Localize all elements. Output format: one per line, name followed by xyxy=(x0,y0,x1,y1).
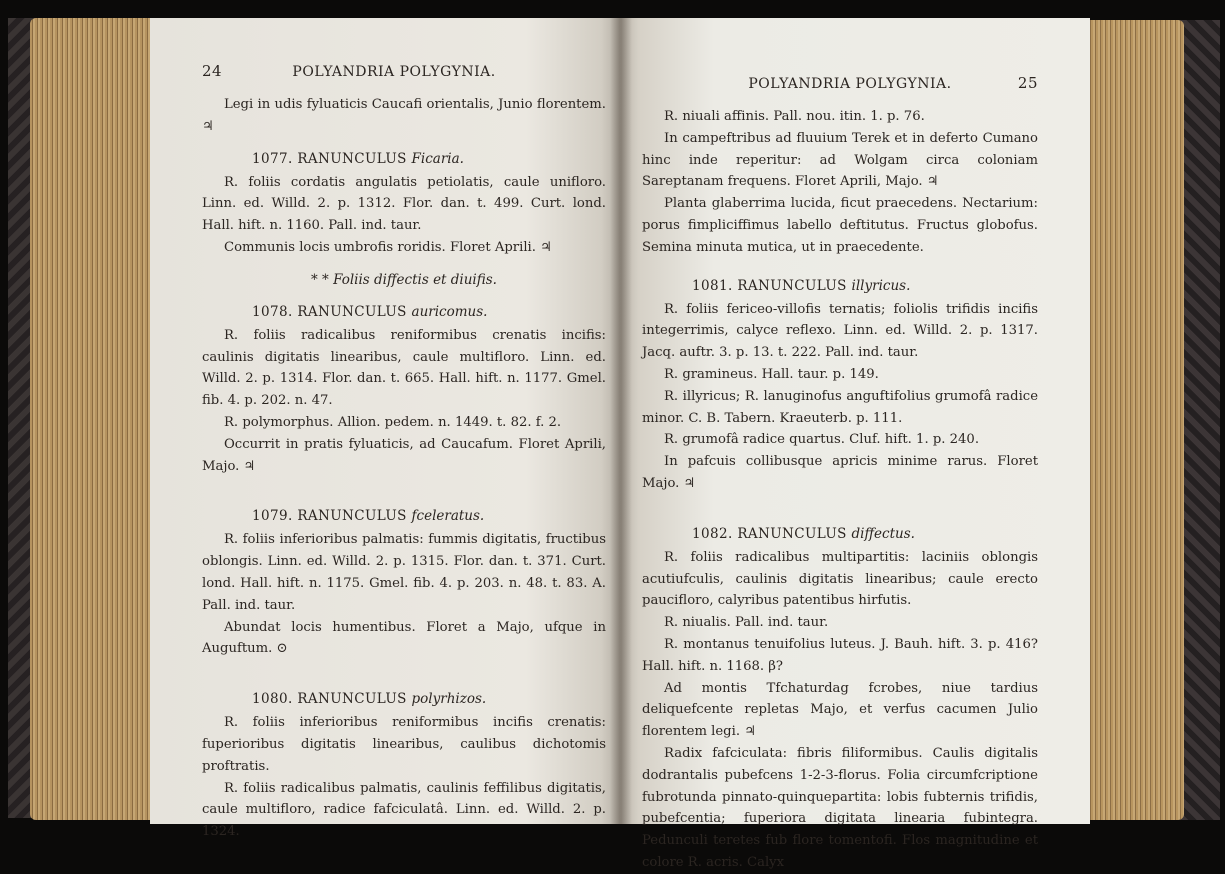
species-name: illyricus. xyxy=(851,277,911,294)
species-name: fceleratus. xyxy=(411,508,485,525)
entry-heading: 1077. RANUNCULUS Ficaria. xyxy=(252,150,464,167)
right-page-edges xyxy=(1088,20,1184,820)
entry-heading: 1081. RANUNCULUS illyricus. xyxy=(692,277,911,294)
species-name: diffectus. xyxy=(851,525,915,542)
running-head-title: POLYANDRIA POLYGYNIA. xyxy=(748,76,952,92)
book-gutter xyxy=(610,18,632,824)
entry-description: R. foliis inferioribus palmatis: fummis digitatis, fructibus oblongis. Linn. ed. Willd. 2. p. 1315. Flor. dan. t. 371. Curt. lond. Hall. hift. n. 1175. Gmel. fib. 4. p. 203. n. 48. t. 83. A. Pall. ind. taur. xyxy=(202,532,606,613)
entry-description: R. foliis fericeo-villofis ternatis; foliolis trifidis incifis integerrimis, calyce reflexo. Linn. ed. Willd. 2. p. 1317. Jacq. auftr. 3. p. 13. t. 222. Pall. ind. taur. xyxy=(642,301,1038,361)
paragraph: R. niuali affinis. Pall. nou. itin. 1. p. 76. xyxy=(664,109,925,124)
entry-heading: 1079. RANUNCULUS fceleratus. xyxy=(252,508,485,525)
entry-synonym: R. gramineus. Hall. taur. p. 149. xyxy=(664,366,879,382)
entry-description: R. foliis radicalibus reniformibus crenatis incifis: caulinis digitatis linearibus, caule multifloro. Linn. ed. Willd. 2. p. 1314. Flor. dan. t. 665. Hall. hift. n. 1177. Gmel. fib. 4. p. 202. n. 47. xyxy=(202,327,606,409)
entry-synonym: R. grumofâ radice quartus. Cluf. hift. 1. p. 240. xyxy=(664,432,980,448)
paragraph: Planta glaberrima lucida, ficut praecedens. Nectarium: porus fimpliciffimus labello deftitutus. Fructus globofus. Semina minuta mutica, ut in praecedente. xyxy=(642,196,1038,255)
entry-synonym: R. illyricus; R. lanuginofus anguftifolius grumofâ radice minor. C. B. Tabern. Kraeuterb. p. 111. xyxy=(642,388,1038,426)
species-name: polyrhizos. xyxy=(411,691,487,708)
species-name: Ficaria. xyxy=(411,150,464,167)
entry-description: R. foliis cordatis angulatis petiolatis, caule unifloro. Linn. ed. Willd. 2. p. 1312. Flor. dan. t. 499. Curt. lond. Hall. hift. n. 1160. Pall. ind. taur. xyxy=(202,174,606,234)
right-cover-board xyxy=(1180,20,1220,820)
paragraph: Legi in udis fyluaticis Caucafi orientalis, Junio florentem. ♃ xyxy=(202,97,606,134)
entry-synonym: R. niualis. Pall. ind. taur. xyxy=(664,615,829,631)
entry-synonym: R. polymorphus. Allion. pedem. n. 1449. t. 82. f. 2. xyxy=(224,414,562,430)
entry-heading: 1078. RANUNCULUS auricomus. xyxy=(252,303,488,320)
species-name: auricomus. xyxy=(411,303,488,320)
entry-description: R. foliis radicalibus multipartitis: laciniis oblongis acutiufculis, caulinis digitatis linearibus; caule erecto paucifloro, calyribus patentibus hirfutis. xyxy=(642,549,1038,609)
entry-note: Communis locis umbrofis roridis. Floret Aprili. ♃ xyxy=(224,239,552,255)
entry-description: R. foliis inferioribus reniformibus incifis crenatis: fuperioribus digitatis linearibus, caulibus dichotomis proftratis. xyxy=(202,715,606,774)
entry-note: Occurrit in pratis fyluaticis, ad Caucafum. Floret Aprili, Majo. ♃ xyxy=(202,436,606,474)
entry-note: Ad montis Tfchaturdag fcrobes, niue tardius deliquefcente repletas Majo, et verfus cacumen Julio florentem legi. ♃ xyxy=(642,680,1038,740)
paragraph: In campeftribus ad fluuium Terek et in deferto Cumano hinc inde reperitur: ad Wolgam circa coloniam Sareptanam frequens. Floret Aprili, Majo. ♃ xyxy=(642,130,1038,190)
right-page xyxy=(620,18,1090,870)
left-page-edges xyxy=(30,18,154,820)
entry-heading: 1082. RANUNCULUS diffectus. xyxy=(692,525,915,542)
entry-note: Abundat locis humentibus. Floret a Majo, ufque in Auguftum. ⊙ xyxy=(202,619,606,657)
page-number: 25 xyxy=(1017,74,1038,92)
page-number: 24 xyxy=(202,62,223,80)
right-running-head xyxy=(642,74,1038,92)
left-page xyxy=(150,18,620,840)
section-heading: * * Foliis diffectis et diuifis. xyxy=(311,271,497,288)
entry-heading: 1080. RANUNCULUS polyrhizos. xyxy=(252,691,487,708)
entry-synonym: R. montanus tenuifolius luteus. J. Bauh. hift. 3. p. 416? Hall. hift. n. 1168. β? xyxy=(642,636,1038,674)
entry-morphology: Radix fafciculata: fibris filiformibus. Caulis digitalis dodrantalis pubefcens 1-2-3-florus. Folia circumfcriptione fubrotunda pinnato-quinquepartita: lobis fubternis trifidis, pubefcentia; fuperiora digitata linearia fubintegra. Pedunculi teretes fub flore tomentofi. Flos magnitudine et colore R. acris. Calyx xyxy=(642,745,1038,870)
entry-note: In pafcuis collibusque apricis minime rarus. Floret Majo. ♃ xyxy=(642,454,1038,491)
entry-synonym: R. foliis radicalibus palmatis, caulinis feffilibus digitatis, caule multifloro, radice fafciculatâ. Linn. ed. Willd. 2. p. 1324. xyxy=(202,780,606,840)
left-running-head xyxy=(202,62,606,80)
running-head-title: POLYANDRIA POLYGYNIA. xyxy=(292,64,496,80)
